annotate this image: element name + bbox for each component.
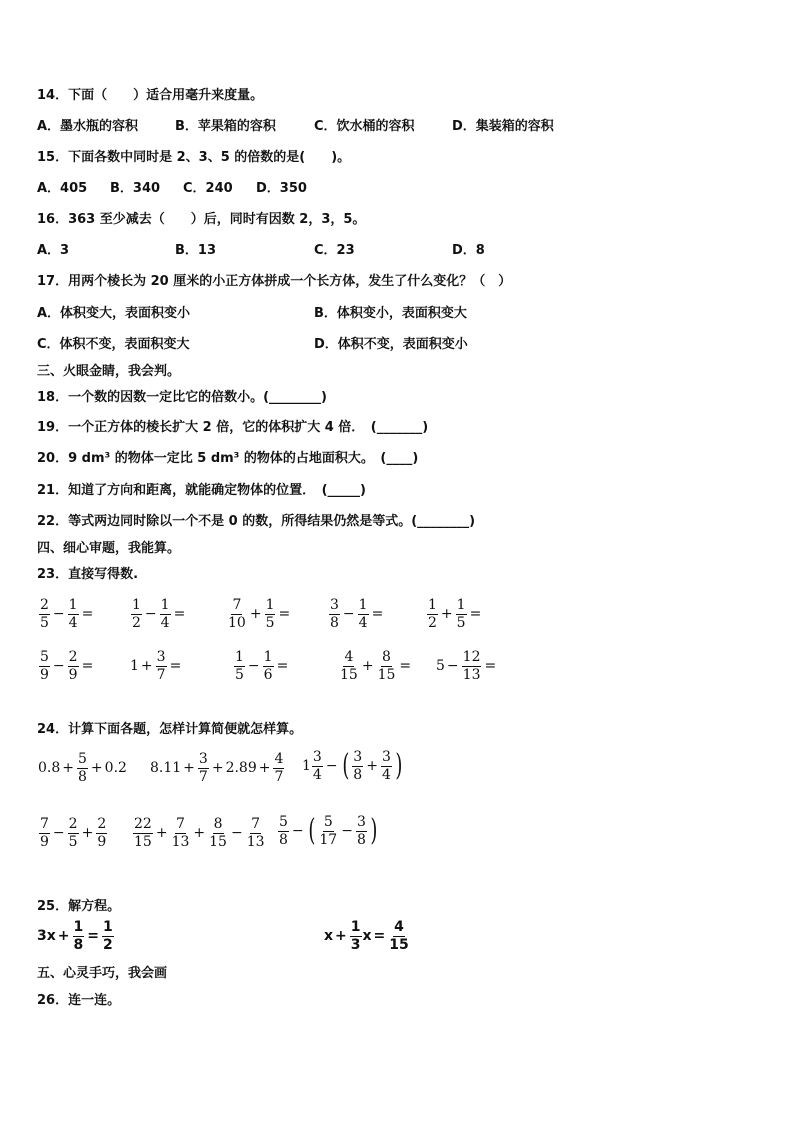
question-21: 21．知道了方向和距离，就能确定物体的位置． (_____): [37, 483, 366, 498]
q23-expression-5: $\frac{1}{2}$ + $\frac{1}{5}$ =: [428, 597, 482, 631]
q23-expression-1: $\frac{2}{5}$ − $\frac{1}{4}$ =: [40, 597, 94, 631]
fraction: $\frac{3}{8}$: [353, 749, 363, 783]
question-17-stem: 17．用两个棱长为 20 厘米的小正方体拼成一个长方体，发生了什么变化？（ ）: [37, 274, 512, 289]
fraction: $\frac{7}{10}$: [228, 597, 246, 631]
fraction: $\frac{1}{2}$: [103, 919, 113, 953]
question-19: 19．一个正方体的棱长扩大 2 倍，它的体积扩大 4 倍． (_______): [37, 420, 429, 435]
fraction: $\frac{1}{5}$: [235, 649, 244, 683]
fraction: $\frac{1}{2}$: [428, 597, 437, 631]
fraction: $\frac{5}{8}$: [78, 751, 87, 785]
q15-option-a: A．405: [37, 181, 88, 196]
fraction: $\frac{12}{13}$: [462, 649, 481, 683]
fraction: $\frac{2}{9}$: [68, 649, 78, 683]
q16-option-b: B．13: [175, 243, 216, 258]
q24-expression-2: 8.11 + $\frac{3}{7}$ + 2.89 + $\frac{4}{7}$: [150, 751, 284, 785]
fraction: $\frac{3}{7}$: [156, 649, 166, 683]
right-parenthesis: ): [395, 748, 403, 784]
fraction: $\frac{2}{5}$: [68, 816, 78, 850]
q23-expression-6: $\frac{5}{9}$ − $\frac{2}{9}$ =: [40, 649, 94, 683]
q24-expression-5: $\frac{22}{15}$ + $\frac{7}{13}$ + $\frac{8}{15}$ − $\frac{7}{13}$: [134, 816, 265, 850]
fraction: $\frac{1}{4}$: [358, 597, 368, 631]
question-16-stem: 16．363 至少减去（ ）后，同时有因数 2，3，5。: [37, 212, 366, 227]
fraction: $\frac{8}{15}$: [377, 649, 396, 683]
q23-expression-7: 1 + $\frac{3}{7}$ =: [130, 649, 182, 683]
question-14-stem: 14．下面（ ）适合用毫升来度量。: [37, 88, 264, 103]
question-24-stem: 24．计算下面各题，怎样计算简便就怎样算。: [37, 722, 303, 737]
fraction: $\frac{1}{5}$: [265, 597, 275, 631]
fraction: $\frac{3}{8}$: [356, 814, 366, 848]
q14-option-c: C．饮水桶的容积: [314, 119, 415, 134]
q24-expression-6: $\frac{5}{8}$ − ( $\frac{5}{17}$ − $\frac{3}{8}$ ): [279, 813, 378, 849]
q23-expression-8: $\frac{1}{5}$ − $\frac{1}{6}$ =: [235, 649, 289, 683]
q25-equation-2: x + $\frac{1}{3}$ x = $\frac{4}{15}$: [324, 919, 409, 953]
fraction: $\frac{1}{4}$: [160, 597, 170, 631]
fraction: $\frac{5}{9}$: [40, 649, 49, 683]
q24-expression-3: 1 $\frac{3}{4}$ − ( $\frac{3}{8}$ + $\frac{3}{4}$ ): [302, 748, 403, 784]
fraction: $\frac{7}{13}$: [246, 816, 265, 850]
question-15-stem: 15．下面各数中同时是 2、3、5 的倍数的是( )。: [37, 150, 351, 165]
fraction: $\frac{1}{4}$: [68, 597, 78, 631]
fraction: $\frac{4}{15}$: [389, 919, 409, 953]
q23-expression-9: $\frac{4}{15}$ + $\frac{8}{15}$ =: [340, 649, 412, 683]
section-3-heading: 三、火眼金睛，我会判。: [37, 364, 181, 379]
q23-expression-10: 5 − $\frac{12}{13}$ =: [436, 649, 497, 683]
fraction: $\frac{3}{8}$: [330, 597, 339, 631]
fraction: $\frac{5}{17}$: [319, 814, 338, 848]
q14-option-b: B．苹果箱的容积: [175, 119, 276, 134]
fraction: $\frac{5}{8}$: [279, 814, 288, 848]
q23-expression-2: $\frac{1}{2}$ − $\frac{1}{4}$ =: [132, 597, 186, 631]
q15-option-d: D．350: [256, 181, 307, 196]
right-parenthesis: ): [370, 813, 378, 849]
question-25-stem: 25．解方程。: [37, 899, 121, 914]
fraction: $\frac{4}{15}$: [340, 649, 358, 683]
section-5-heading: 五、心灵手巧，我会画: [37, 966, 168, 981]
q23-expression-3: $\frac{7}{10}$ + $\frac{1}{5}$ =: [228, 597, 291, 631]
question-22: 22．等式两边同时除以一个不是 0 的数，所得结果仍然是等式。(________): [37, 514, 476, 529]
fraction: $\frac{2}{5}$: [40, 597, 49, 631]
q17-option-b: B．体积变小，表面积变大: [314, 306, 467, 321]
q14-option-a: A．墨水瓶的容积: [37, 119, 139, 134]
fraction: $\frac{1}{6}$: [263, 649, 273, 683]
left-parenthesis: (: [341, 748, 349, 784]
fraction: $\frac{3}{4}$: [312, 749, 322, 783]
fraction: $\frac{8}{15}$: [209, 816, 227, 850]
q17-option-d: D．体积不变，表面积变小: [314, 337, 468, 352]
fraction: $\frac{4}{7}$: [274, 751, 284, 785]
fraction: $\frac{7}{13}$: [171, 816, 190, 850]
fraction: $\frac{1}{3}$: [350, 919, 361, 953]
section-4-heading: 四、细心审题，我能算。: [37, 541, 181, 556]
q25-equation-1: 3x + $\frac{1}{8}$ = $\frac{1}{2}$: [37, 919, 113, 953]
fraction: $\frac{1}{8}$: [73, 919, 84, 953]
question-23-stem: 23．直接写得数.: [37, 567, 139, 582]
q16-option-a: A．3: [37, 243, 70, 258]
q17-option-c: C．体积不变，表面积变大: [37, 337, 190, 352]
q16-option-c: C．23: [314, 243, 355, 258]
question-20: 20．9 dm³ 的物体一定比 5 dm³ 的物体的占地面积大。 (____): [37, 451, 419, 466]
fraction: $\frac{1}{2}$: [132, 597, 141, 631]
q15-option-b: B．340: [110, 181, 161, 196]
question-26: 26．连一连。: [37, 993, 121, 1008]
question-18: 18．一个数的因数一定比它的倍数小。(________): [37, 390, 327, 405]
q24-expression-1: 0.8 + $\frac{5}{8}$ + 0.2: [38, 751, 127, 785]
left-parenthesis: (: [308, 813, 316, 849]
q24-expression-4: $\frac{7}{9}$ − $\frac{2}{5}$ + $\frac{2}{9}$: [40, 816, 107, 850]
q17-option-a: A．体积变大，表面积变小: [37, 306, 191, 321]
q15-option-c: C．240: [183, 181, 233, 196]
fraction: $\frac{3}{4}$: [381, 749, 391, 783]
q23-expression-4: $\frac{3}{8}$ − $\frac{1}{4}$ =: [330, 597, 384, 631]
fraction: $\frac{7}{9}$: [40, 816, 49, 850]
fraction: $\frac{22}{15}$: [134, 816, 152, 850]
q16-option-d: D．8: [452, 243, 485, 258]
fraction: $\frac{3}{7}$: [198, 751, 208, 785]
q14-option-d: D．集装箱的容积: [452, 119, 554, 134]
fraction: $\frac{2}{9}$: [97, 816, 107, 850]
fraction: $\frac{1}{5}$: [456, 597, 466, 631]
